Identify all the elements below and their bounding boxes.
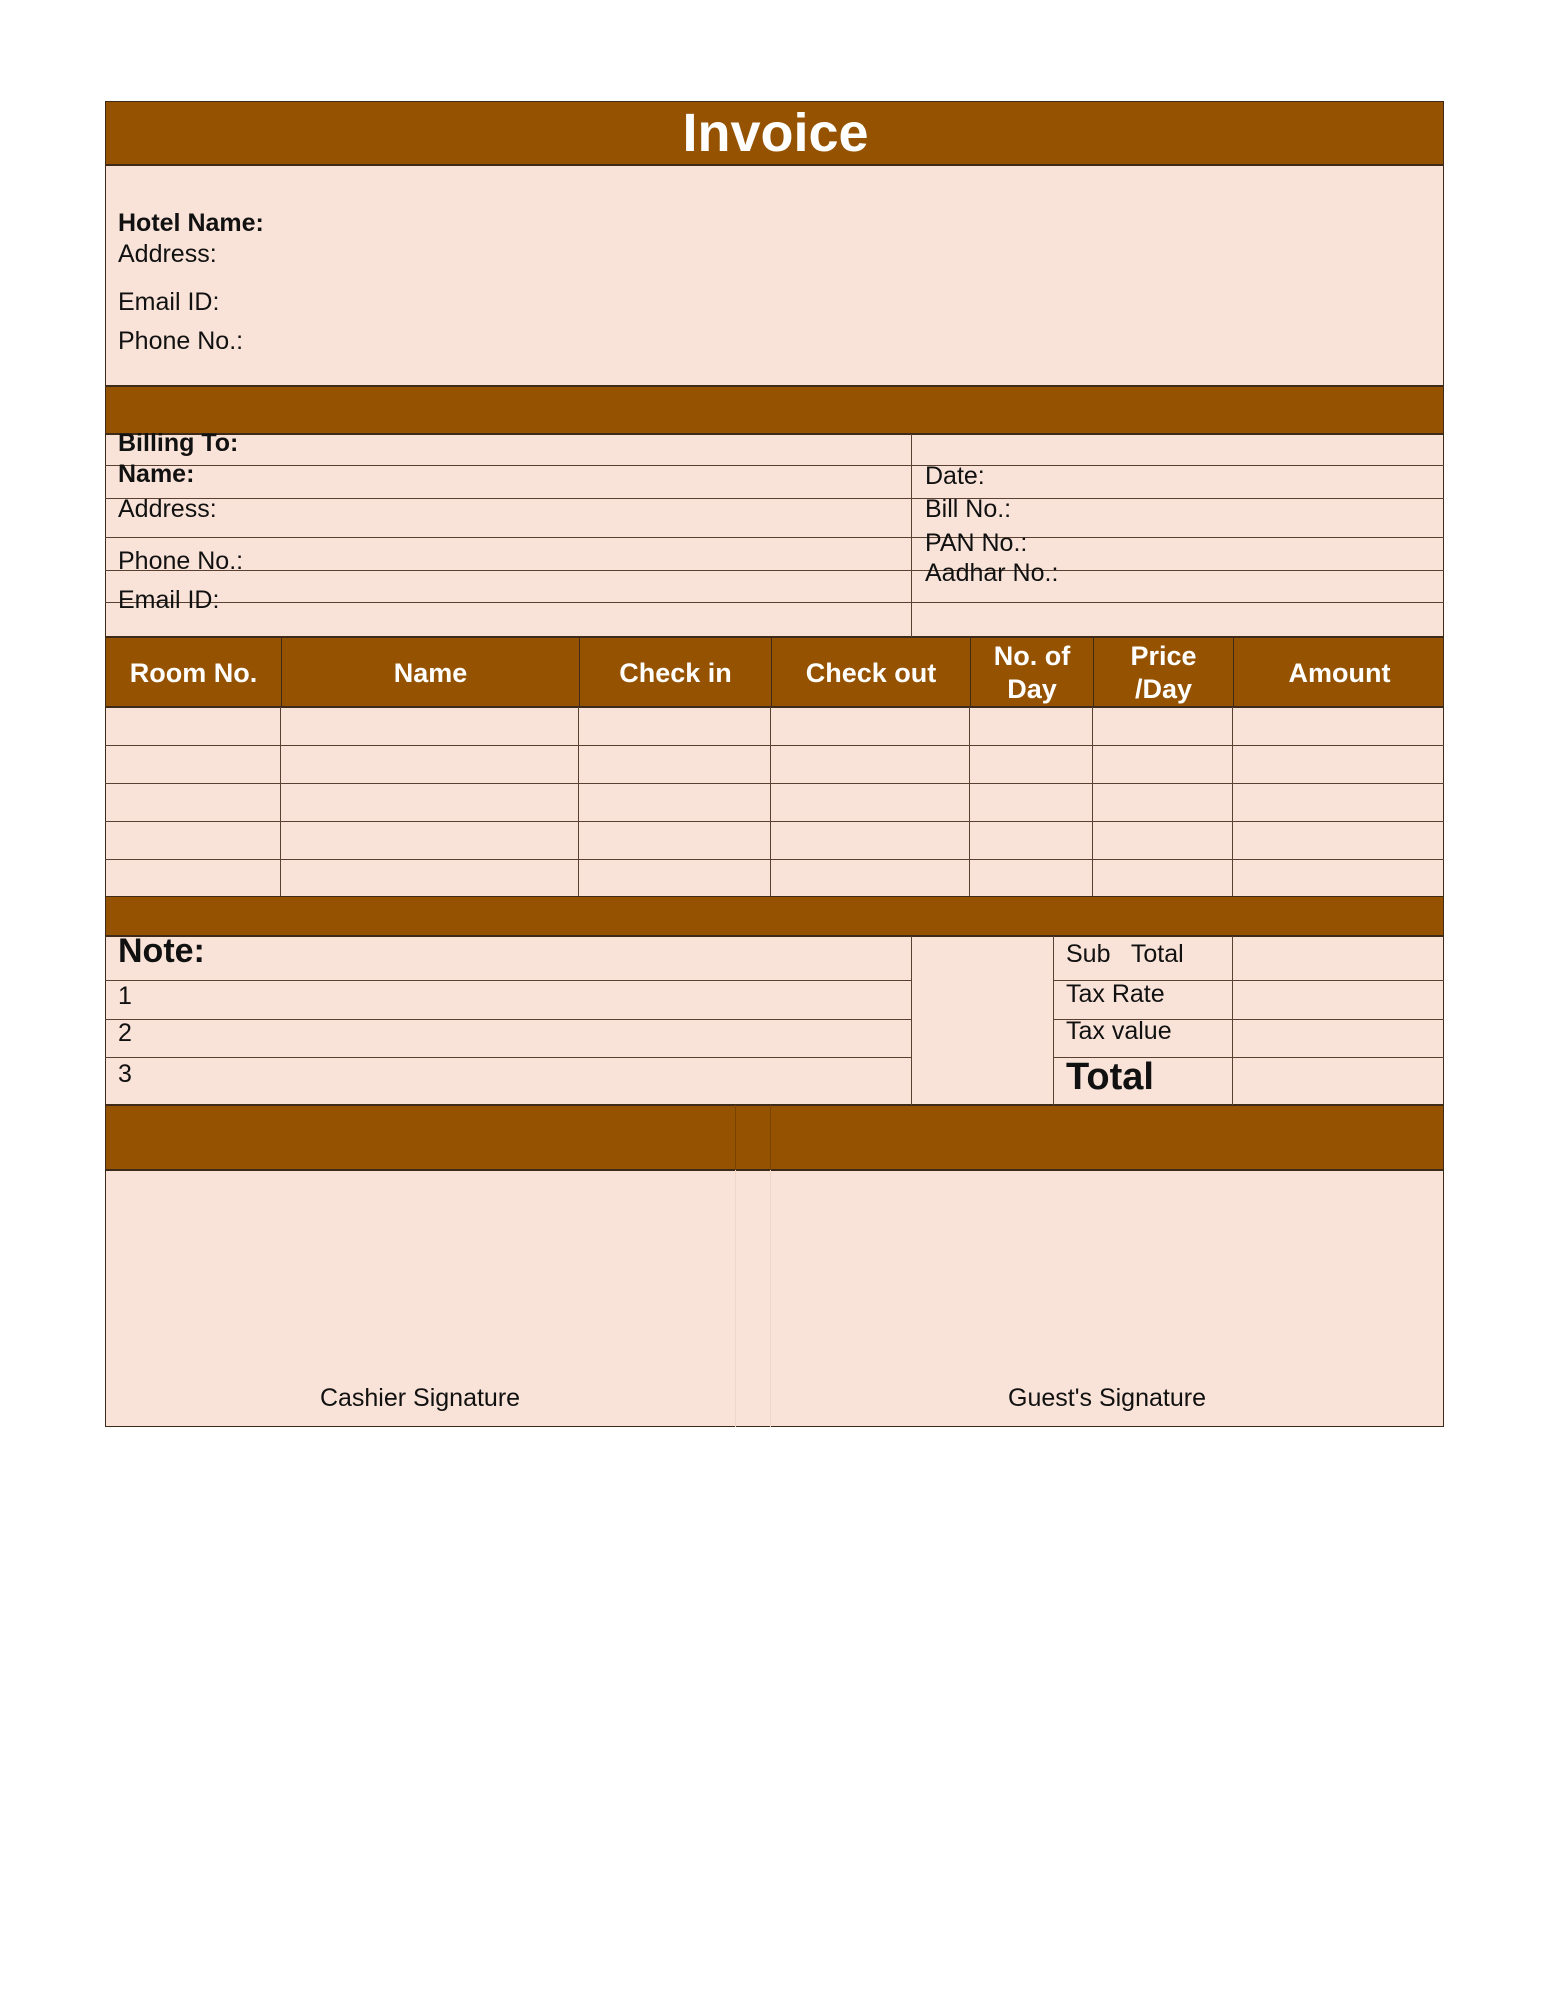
note-item-3: 3 bbox=[118, 1060, 132, 1088]
title-band bbox=[105, 101, 1444, 165]
billing-name-label: Name: bbox=[118, 460, 195, 488]
table-col-line bbox=[280, 707, 281, 898]
hotel-email-label: Email ID: bbox=[118, 288, 220, 316]
billing-address-label: Address: bbox=[118, 495, 217, 523]
signature-band-divider bbox=[770, 1105, 771, 1170]
hotel-info-panel bbox=[105, 165, 1444, 386]
col-header-no-of-day: No. of Day bbox=[970, 638, 1093, 708]
table-row-line bbox=[105, 821, 1444, 822]
tax-rate-label: Tax Rate bbox=[1066, 980, 1165, 1008]
hotel-phone-label: Phone No.: bbox=[118, 327, 244, 355]
note-item-2: 2 bbox=[118, 1019, 132, 1047]
total-label: Total bbox=[1066, 1056, 1154, 1098]
billing-rule bbox=[105, 498, 1444, 499]
table-col-line bbox=[578, 707, 579, 898]
billing-rule bbox=[105, 465, 1444, 466]
table-col-line bbox=[1232, 707, 1233, 898]
notes-divider bbox=[911, 936, 912, 1105]
billing-email-label: Email ID: bbox=[118, 586, 220, 614]
subtotal-label: Sub Total bbox=[1066, 940, 1184, 968]
hotel-address-label: Address: bbox=[118, 240, 217, 268]
billing-rule bbox=[105, 602, 1444, 603]
col-header-price-per-day: Price /Day bbox=[1093, 638, 1233, 708]
date-label: Date: bbox=[925, 462, 985, 490]
note-item-1: 1 bbox=[118, 982, 132, 1010]
billing-rule bbox=[105, 570, 1444, 571]
table-col-line bbox=[1092, 707, 1093, 898]
note-heading: Note: bbox=[118, 932, 205, 970]
table-row-line bbox=[105, 859, 1444, 860]
billing-rule bbox=[105, 537, 1444, 538]
signature-band-divider bbox=[735, 1105, 736, 1170]
notes-rule bbox=[105, 1019, 911, 1020]
invoice-title: Invoice bbox=[682, 103, 869, 163]
guest-signature-label: Guest's Signature bbox=[1008, 1384, 1206, 1412]
invoice-sheet bbox=[105, 101, 1444, 1427]
table-col-line bbox=[969, 707, 970, 898]
col-header-room-no: Room No. bbox=[129, 657, 258, 688]
items-table-body bbox=[105, 707, 1444, 898]
pan-no-label: PAN No.: bbox=[925, 529, 1028, 557]
col-header-check-out: Check out bbox=[771, 638, 970, 708]
notes-totals-panel bbox=[105, 936, 1444, 1105]
aadhar-no-label: Aadhar No.: bbox=[925, 559, 1059, 587]
signature-band bbox=[105, 1105, 1444, 1170]
hotel-name-label: Hotel Name: bbox=[118, 209, 264, 237]
separator-band-2 bbox=[105, 896, 1444, 936]
notes-rule bbox=[105, 980, 911, 981]
table-row-line bbox=[105, 783, 1444, 784]
col-header-amount: Amount bbox=[1233, 638, 1445, 708]
table-col-line bbox=[770, 707, 771, 898]
signature-divider bbox=[735, 1170, 736, 1427]
col-header-name: Name bbox=[281, 638, 579, 708]
billing-to-heading: Billing To: bbox=[118, 429, 239, 457]
billing-phone-label: Phone No.: bbox=[118, 547, 244, 575]
tax-value-label: Tax value bbox=[1066, 1017, 1172, 1045]
notes-rule bbox=[105, 1057, 911, 1058]
separator-band-1 bbox=[105, 386, 1444, 434]
bill-no-label: Bill No.: bbox=[925, 495, 1012, 523]
totals-label-divider bbox=[1053, 936, 1054, 1105]
col-header-check-in: Check in bbox=[579, 638, 771, 708]
cashier-signature-label: Cashier Signature bbox=[319, 1384, 521, 1412]
table-row-line bbox=[105, 745, 1444, 746]
totals-value-divider bbox=[1232, 936, 1233, 1105]
items-table-header bbox=[105, 637, 1444, 707]
